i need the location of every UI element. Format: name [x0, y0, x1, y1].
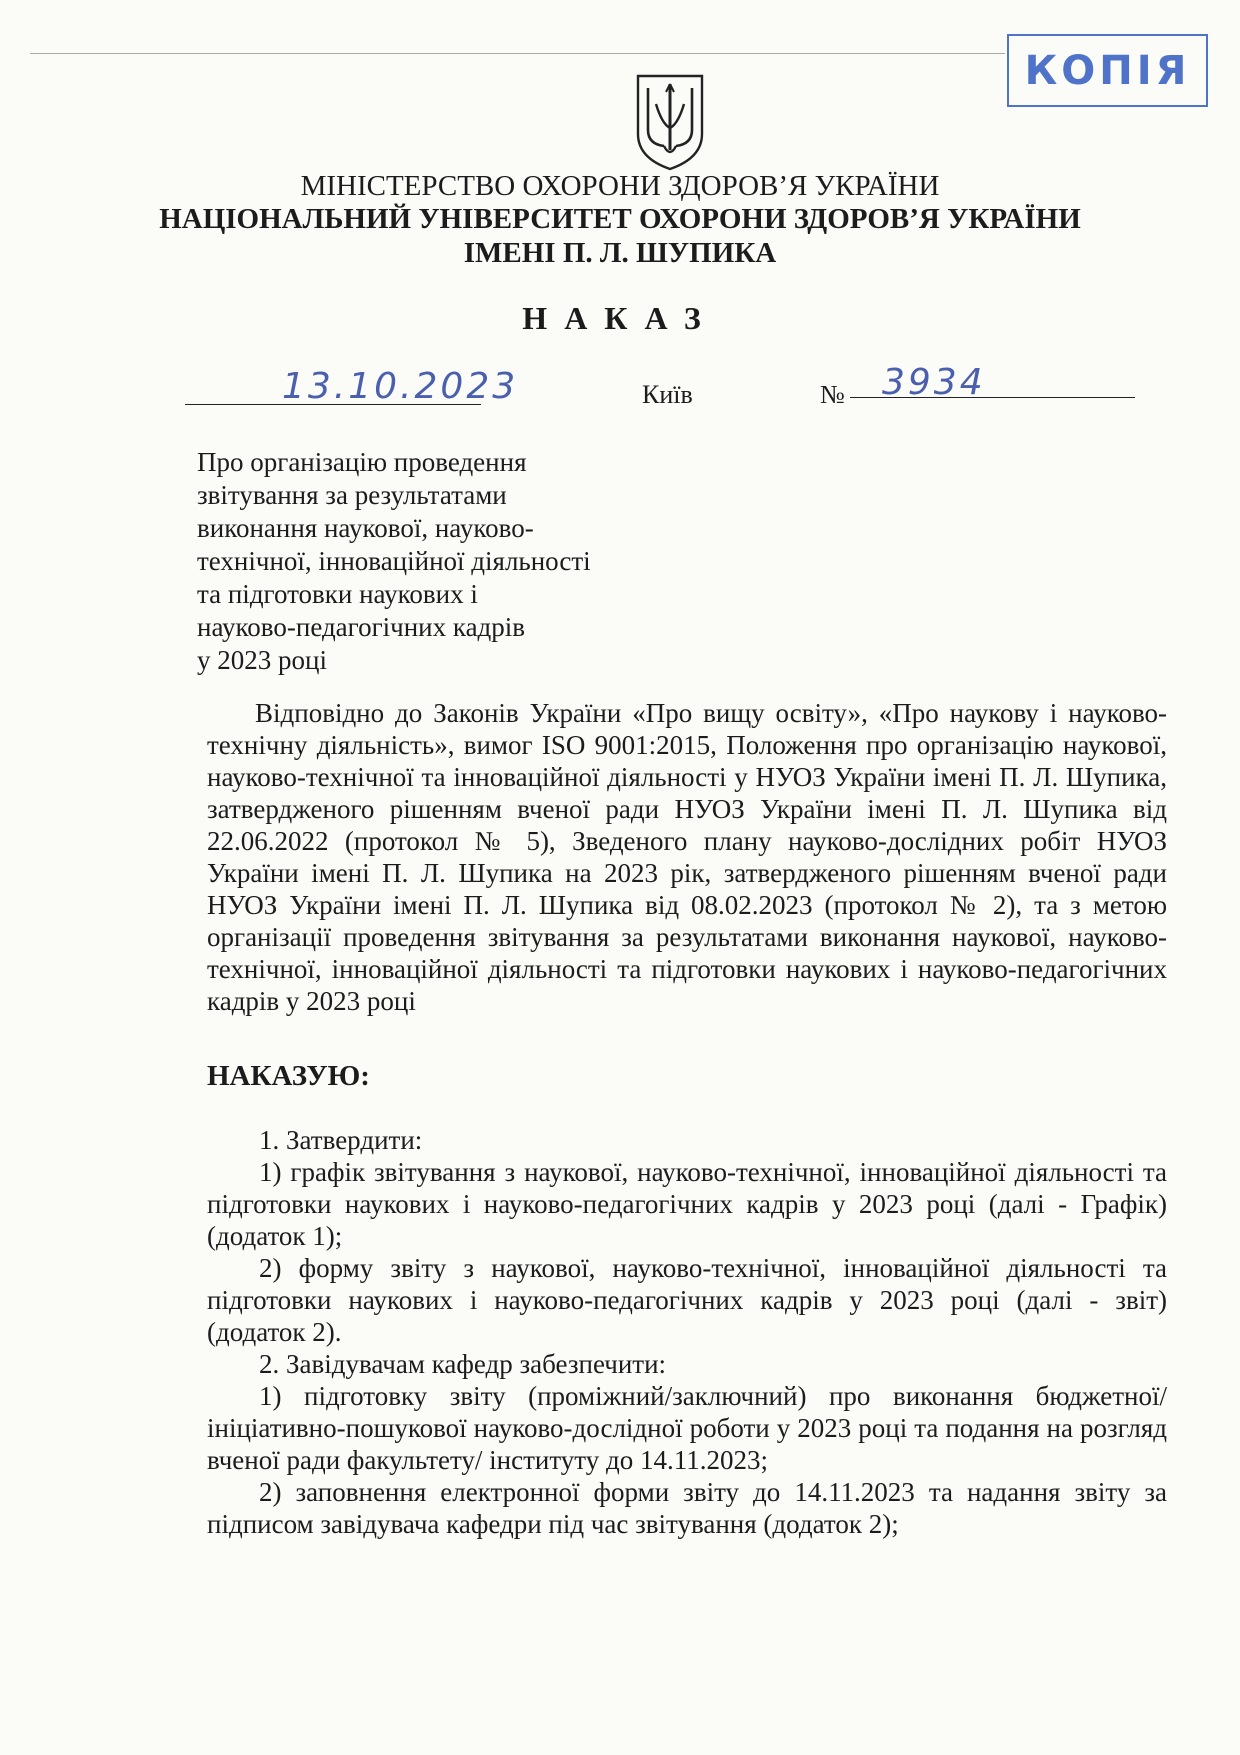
order-items — [207, 1124, 1167, 1540]
number-underline — [850, 397, 1135, 398]
scan-edge-line — [30, 53, 1005, 54]
trident-emblem-icon — [634, 72, 706, 172]
university-name-line1: НАЦІОНАЛЬНИЙ УНІВЕРСИТЕТ ОХОРОНИ ЗДОРОВ’Я УКРАЇНИ — [159, 203, 1081, 235]
subject-line: науково-педагогічних кадрів — [197, 612, 526, 642]
order-number: 3934 — [882, 362, 986, 403]
copy-stamp-text: КОПІЯ — [1024, 47, 1191, 94]
order-city: Київ — [642, 380, 693, 409]
order-item: 2) форму звіту з наукової, науково-технічної, інноваційної діяльності та підготовки наукових і науково-педагогічних кадрів у 2023 році (далі - звіт) (додаток 2). — [207, 1253, 1167, 1347]
order-item: 1) підготовку звіту (проміжний/заключний) про виконання бюджетної/ ініціативно-пошукової науково-дослідної роботи у 2023 році та подання на розгляд вченої ради факультету/ інституту до 14.11.2023; — [207, 1381, 1167, 1475]
preamble-paragraph: Відповідно до Законів України «Про вищу освіту», «Про наукову і науково-технічну діяльність», вимог ISO 9001:2015, Положення про організацію наукової, науково-технічної та інноваційної діяльності у НУОЗ України імені П. Л. Шупика, затвердженого рішенням вченої ради НУОЗ України імені П. Л. Шупика від 22.06.2022 (протокол № 5), Зведеного плану науково-дослідних робіт НУОЗ України імені П. Л. Шупика на 2023 рік, затвердженого рішенням вченої ради НУОЗ України імені П. Л. Шупика від 08.02.2023 (протокол № 2), та з метою організації проведення звітування за результатами виконання наукової, науково-технічної, інноваційної діяльності та підготовки наукових і науково-педагогічних кадрів у 2023 році — [207, 698, 1167, 1016]
date-underline — [185, 404, 481, 405]
order-item: 2. Завідувачам кафедр забезпечити: — [259, 1349, 667, 1379]
order-item: 1) графік звітування з наукової, науково-технічної, інноваційної діяльності та підготовки наукових і науково-педагогічних кадрів у 2023 році (далі - Графік) (додаток 1); — [207, 1157, 1167, 1251]
document-type: НАКАЗ — [522, 300, 718, 336]
preamble-section — [207, 697, 1167, 1017]
subject-line: технічної, інноваційної діяльності — [197, 546, 591, 576]
order-subject — [197, 446, 637, 677]
subject-line: та підготовки наукових і — [197, 579, 478, 609]
subject-line: звітування за результатами — [197, 480, 507, 510]
ministry-name: МІНІСТЕРСТВО ОХОРОНИ ЗДОРОВ’Я УКРАЇНИ — [300, 170, 940, 202]
university-name-line2: ІМЕНІ П. Л. ШУПИКА — [463, 237, 777, 269]
order-heading: НАКАЗУЮ: — [207, 1060, 370, 1092]
order-item: 2) заповнення електронної форми звіту до 14.11.2023 та надання звіту за підписом завідувача кафедри під час звітування (додаток 2); — [207, 1477, 1167, 1539]
subject-line: виконання наукової, науково- — [197, 513, 534, 543]
subject-line: Про організацію проведення — [197, 447, 527, 477]
order-date: 13.10.2023 — [282, 366, 519, 407]
order-number-label: № — [820, 380, 845, 409]
copy-stamp — [1007, 34, 1208, 107]
subject-line: у 2023 році — [197, 645, 327, 675]
order-item: 1. Затвердити: — [259, 1125, 423, 1155]
